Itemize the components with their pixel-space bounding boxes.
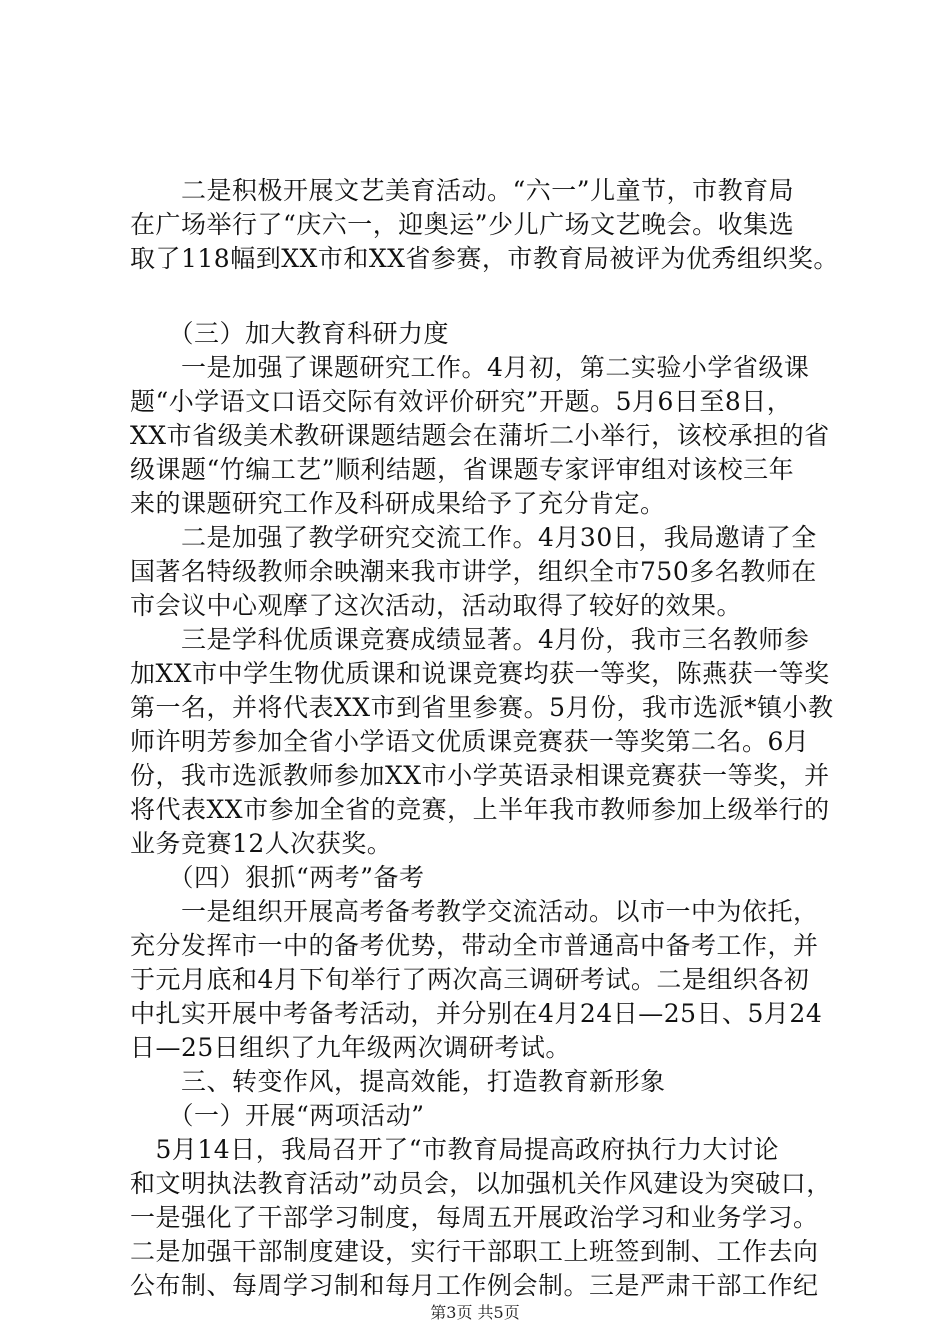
text-line: 业务竞赛12人次获奖。 bbox=[130, 829, 393, 858]
text-line: 级课题“竹编工艺”顺利结题，省课题专家评审组对该校三年 bbox=[130, 455, 795, 484]
text-line: 一是组织开展高考备考教学交流活动。以市一中为依托， bbox=[130, 897, 819, 926]
text-line: 二是加强干部制度建设，实行干部职工上班签到制、工作去向 bbox=[130, 1237, 819, 1266]
text-line: 日—25日组织了九年级两次调研考试。 bbox=[130, 1033, 571, 1062]
text-line: 中扎实开展中考备考活动，并分别在4月24日—25日、5月24 bbox=[130, 999, 823, 1028]
text-line: 二是加强了教学研究交流工作。4月30日，我局邀请了全 bbox=[130, 523, 817, 552]
text-line: （三）加大教育科研力度 bbox=[130, 319, 450, 348]
text-line: 和文明执法教育活动”动员会，以加强机关作风建设为突破口， bbox=[130, 1169, 832, 1198]
text-line: 题“小学语文口语交际有效评价研究”开题。5月6日至8日， bbox=[130, 387, 793, 416]
text-line: 于元月底和4月下旬举行了两次高三调研考试。二是组织各初 bbox=[130, 965, 810, 994]
text-line: 第一名，并将代表XX市到省里参赛。5月份，我市选派*镇小教 bbox=[130, 693, 834, 722]
text-line: XX市省级美术教研课题结题会在蒲圻二小举行，该校承担的省 bbox=[130, 421, 830, 450]
text-line: 一是强化了干部学习制度，每周五开展政治学习和业务学习。 bbox=[130, 1203, 819, 1232]
text-line: 师许明芳参加全省小学语文优质课竞赛获一等奖第二名。6月 bbox=[130, 727, 810, 756]
text-line: 三、转变作风，提高效能，打造教育新形象 bbox=[130, 1067, 666, 1096]
text-line: 市会议中心观摩了这次活动，活动取得了较好的效果。 bbox=[130, 591, 743, 620]
text-line: 来的课题研究工作及科研成果给予了充分肯定。 bbox=[130, 489, 666, 518]
text-line: 5月14日，我局召开了“市教育局提高政府执行力大讨论 bbox=[130, 1135, 780, 1164]
text-line: 加XX市中学生物优质课和说课竞赛均获一等奖，陈燕获一等奖 bbox=[130, 659, 830, 688]
text-line: 一是加强了课题研究工作。4月初，第二实验小学省级课 bbox=[130, 353, 810, 382]
text-line: 份，我市选派教师参加XX市小学英语录相课竞赛获一等奖，并 bbox=[130, 761, 830, 790]
text-line: 三是学科优质课竞赛成绩显著。4月份，我市三名教师参 bbox=[130, 625, 810, 654]
text-line: 国著名特级教师余映潮来我市讲学，组织全市750多名教师在 bbox=[130, 557, 817, 586]
text-line: （一）开展“两项活动” bbox=[130, 1101, 425, 1130]
text-line: 在广场举行了“庆六一，迎奥运”少儿广场文艺晚会。收集选 bbox=[130, 210, 795, 239]
text-line: 公布制、每周学习制和每月工作例会制。三是严肃干部工作纪 bbox=[130, 1271, 819, 1300]
text-line: 二是积极开展文艺美育活动。“六一”儿童节，市教育局 bbox=[130, 176, 795, 205]
text-line: 充分发挥市一中的备考优势，带动全市普通高中备考工作，并 bbox=[130, 931, 819, 960]
text-line: 将代表XX市参加全省的竞赛，上半年我市教师参加上级举行的 bbox=[130, 795, 830, 824]
text-line: 取了118幅到XX市和XX省参赛，市教育局被评为优秀组织奖。 bbox=[130, 244, 839, 273]
page-footer: 第3页 共5页 bbox=[430, 1303, 520, 1322]
text-line: （四）狠抓“两考”备考 bbox=[130, 863, 425, 892]
